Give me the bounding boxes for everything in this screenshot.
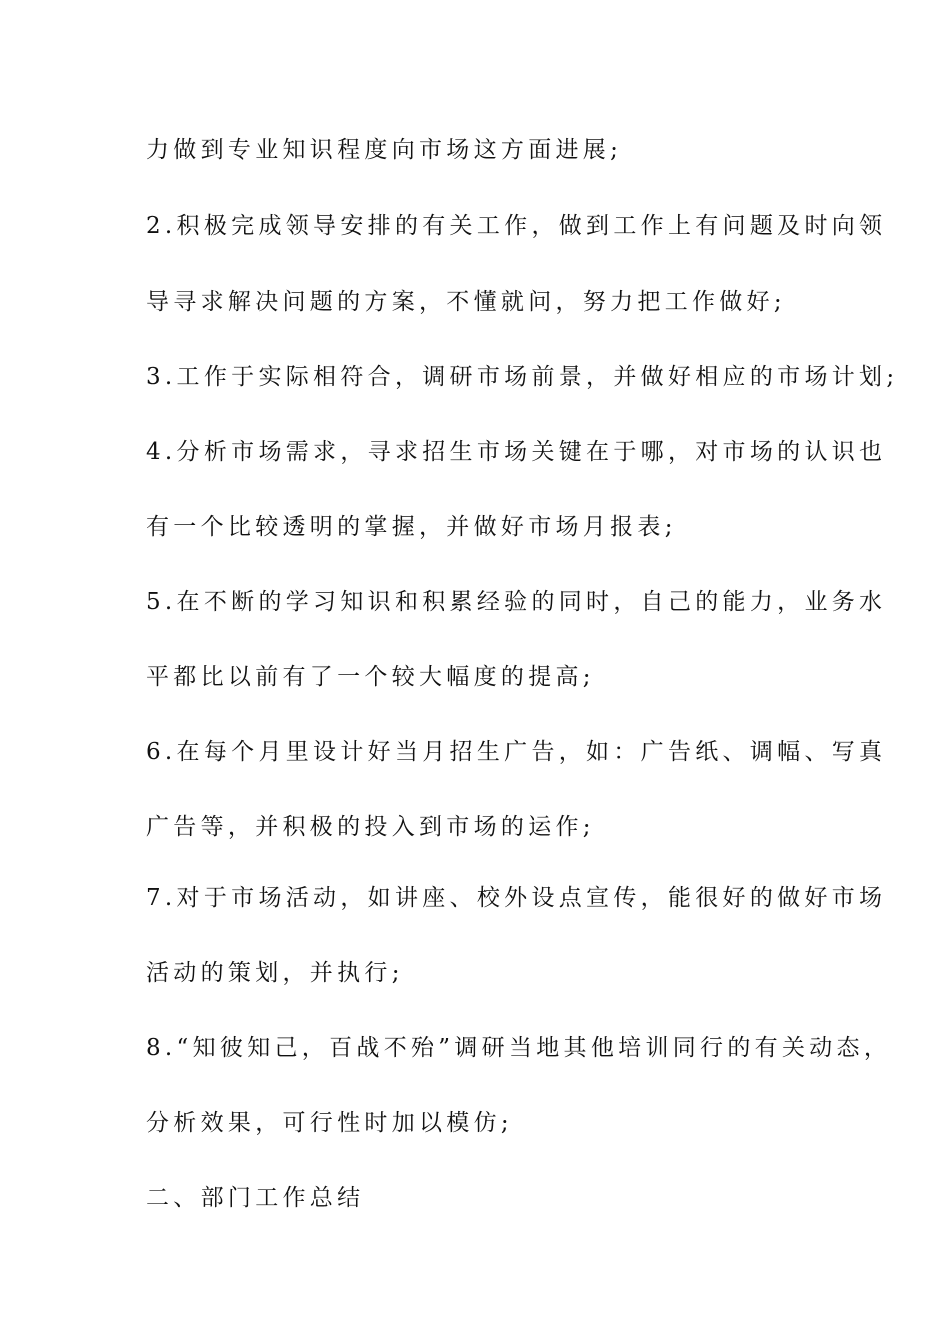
text-line-13: 8.“知彼知己，百战不殆”调研当地其他培训同行的有关动态， xyxy=(146,1035,892,1061)
text-line-8: 平都比以前有了一个较大幅度的提高; xyxy=(146,664,595,690)
text-line-6: 有一个比较透明的掌握，并做好市场月报表; xyxy=(146,514,677,540)
text-line-14: 分析效果，可行性时加以模仿; xyxy=(146,1110,513,1136)
text-line-3: 导寻求解决问题的方案，不懂就问，努力把工作做好; xyxy=(146,289,786,315)
section-heading: 二、部门工作总结 xyxy=(146,1185,365,1211)
text-line-11: 7.对于市场活动，如讲座、校外设点宣传，能很好的做好市场 xyxy=(146,885,887,911)
text-line-2: 2.积极完成领导安排的有关工作，做到工作上有问题及时向领 xyxy=(146,213,887,239)
text-line-12: 活动的策划，并执行; xyxy=(146,960,404,986)
text-line-7: 5.在不断的学习知识和积累经验的同时，自己的能力，业务水 xyxy=(146,589,887,615)
text-line-4: 3.工作于实际相符合，调研市场前景，并做好相应的市场计划; xyxy=(146,364,899,390)
text-line-10: 广告等，并积极的投入到市场的运作; xyxy=(146,814,595,840)
text-line-9: 6.在每个月里设计好当月招生广告，如：广告纸、调幅、写真 xyxy=(146,739,887,765)
text-line-1: 力做到专业知识程度向市场这方面进展; xyxy=(146,137,623,163)
text-line-5: 4.分析市场需求，寻求招生市场关键在于哪，对市场的认识也 xyxy=(146,439,887,465)
